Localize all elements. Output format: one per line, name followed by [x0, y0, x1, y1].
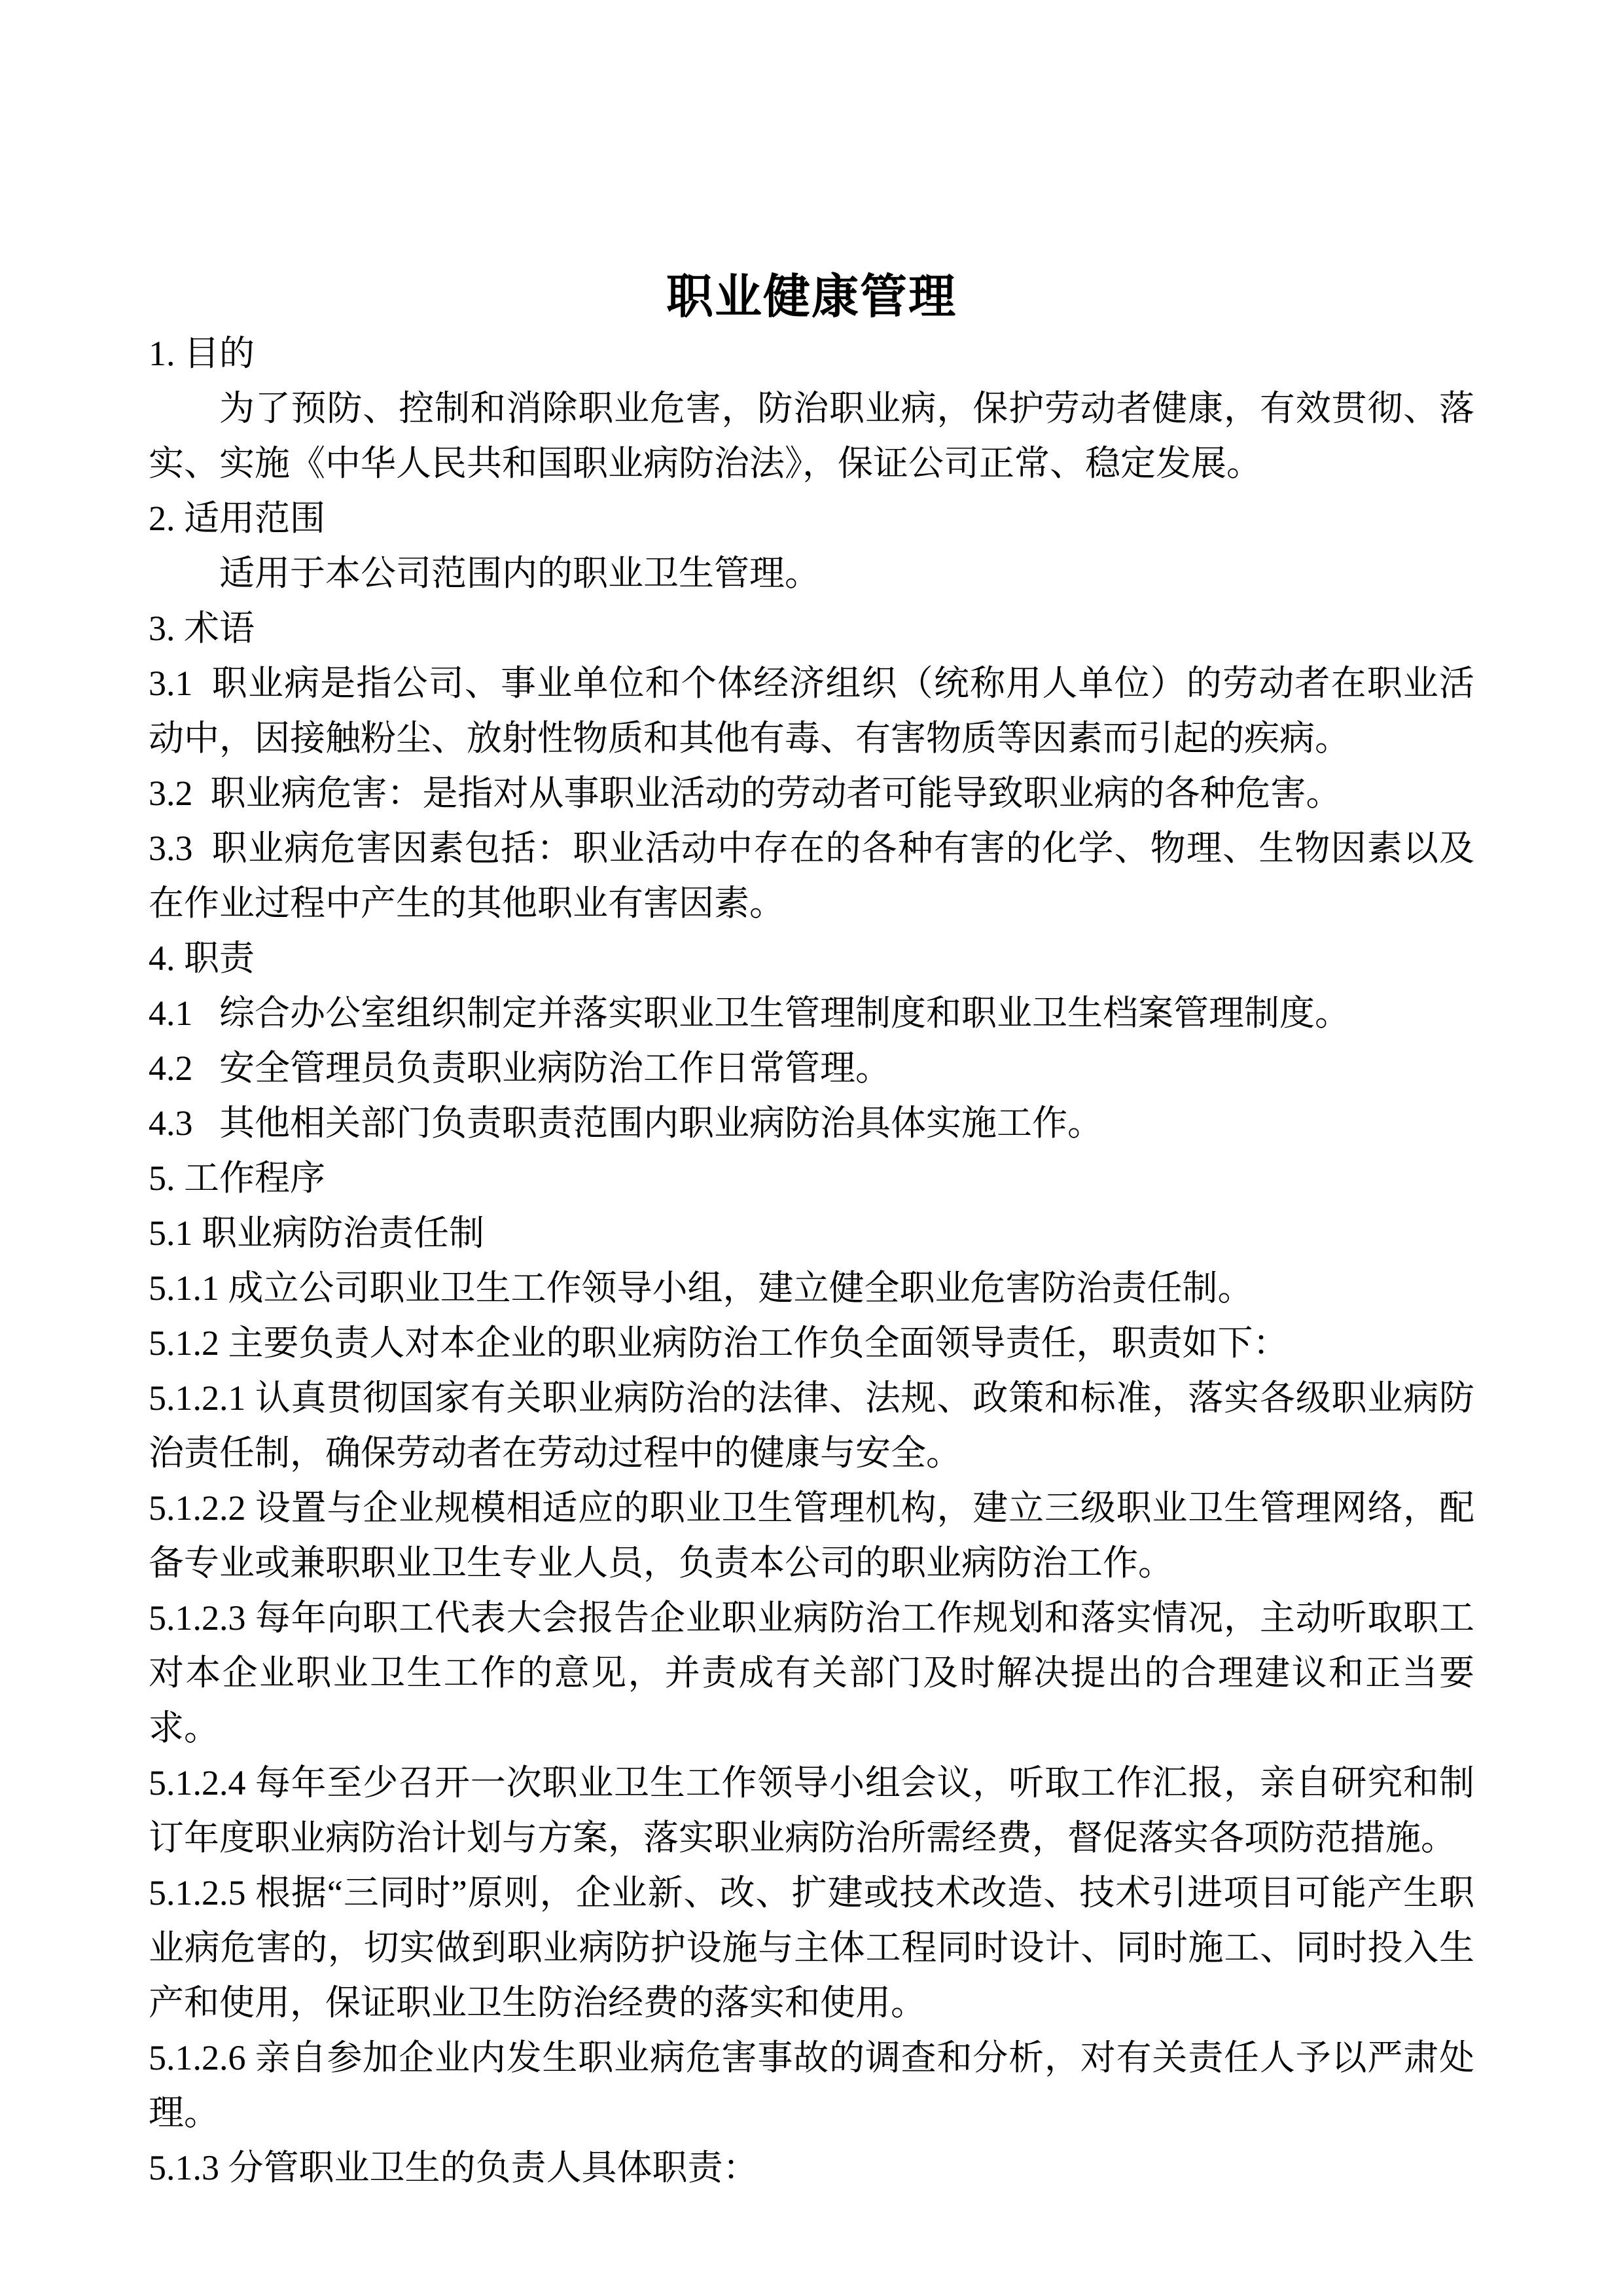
doc-title: 职业健康管理: [666, 271, 957, 323]
clause-5-1-2-6: 5.1.2.6 亲自参加企业内发生职业病危害事故的调查和分析，对有关责任人予以严肃处理。: [149, 2038, 1474, 2132]
clause-5-1-2-5: 5.1.2.5 根据“三同时”原则，企业新、改、扩建或技术改造、技术引进项目可能产生职业病危害的，切实做到职业病防护设施与主体工程同时设计、同时施工、同时投入生产和使用，保证职业卫生防治经费的落实和使用。: [149, 1873, 1474, 2022]
section-3-heading: 3. 术语: [149, 609, 255, 648]
term-3-1: 3.1 职业病是指公司、事业单位和个体经济组织（统称用人单位）的劳动者在职业活动中，因接触粉尘、放射性物质和其他有毒、有害物质等因素而引起的疾病。: [149, 664, 1474, 758]
section-1-heading: 1. 目的: [149, 334, 255, 373]
section-2-heading: 2. 适用范围: [149, 499, 325, 538]
clause-5-1-3: 5.1.3 分管职业卫生的负责人具体职责：: [149, 2148, 758, 2187]
clause-5-1-2: 5.1.2 主要负责人对本企业的职业病防治工作负全面领导责任，职责如下：: [149, 1323, 1289, 1363]
section-2-para: 适用于本公司范围内的职业卫生管理。: [219, 554, 820, 593]
clause-5-1: 5.1 职业病防治责任制: [149, 1213, 484, 1253]
clause-5-1-2-4: 5.1.2.4 每年至少召开一次职业卫生工作领导小组会议，听取工作汇报，亲自研究和制订年度职业病防治计划与方案，落实职业病防治所需经费，督促落实各项防范措施。: [149, 1763, 1474, 1857]
clause-5-1-2-1: 5.1.2.1 认真贯彻国家有关职业病防治的法律、法规、政策和标准，落实各级职业病防治责任制，确保劳动者在劳动过程中的健康与安全。: [149, 1378, 1474, 1473]
section-4-heading: 4. 职责: [149, 939, 255, 978]
duty-4-3: 4.3 其他相关部门负责职责范围内职业病防治具体实施工作。: [149, 1103, 1103, 1143]
clause-5-1-2-3: 5.1.2.3 每年向职工代表大会报告企业职业病防治工作规划和落实情况，主动听取职工对本企业职业卫生工作的意见，并责成有关部门及时解决提出的合理建议和正当要求。: [149, 1598, 1474, 1748]
duty-4-2: 4.2 安全管理员负责职业病防治工作日常管理。: [149, 1049, 891, 1088]
section-5-heading: 5. 工作程序: [149, 1158, 325, 1198]
section-1-para: 为了预防、控制和消除职业危害，防治职业病，保护劳动者健康，有效贯彻、落实、实施《中华人民共和国职业病防治法》，保证公司正常、稳定发展。: [149, 389, 1474, 483]
duty-4-1: 4.1 综合办公室组织制定并落实职业卫生管理制度和职业卫生档案管理制度。: [149, 994, 1350, 1033]
clause-5-1-1: 5.1.1 成立公司职业卫生工作领导小组，建立健全职业危害防治责任制。: [149, 1268, 1253, 1308]
term-3-3: 3.3 职业病危害因素包括：职业活动中存在的各种有害的化学、物理、生物因素以及在作业过程中产生的其他职业有害因素。: [149, 829, 1474, 923]
term-3-2: 3.2 职业病危害：是指对从事职业活动的劳动者可能导致职业病的各种危害。: [149, 774, 1342, 813]
clause-5-1-2-2: 5.1.2.2 设置与企业规模相适应的职业卫生管理机构，建立三级职业卫生管理网络，配备专业或兼职职业卫生专业人员，负责本公司的职业病防治工作。: [149, 1488, 1474, 1583]
